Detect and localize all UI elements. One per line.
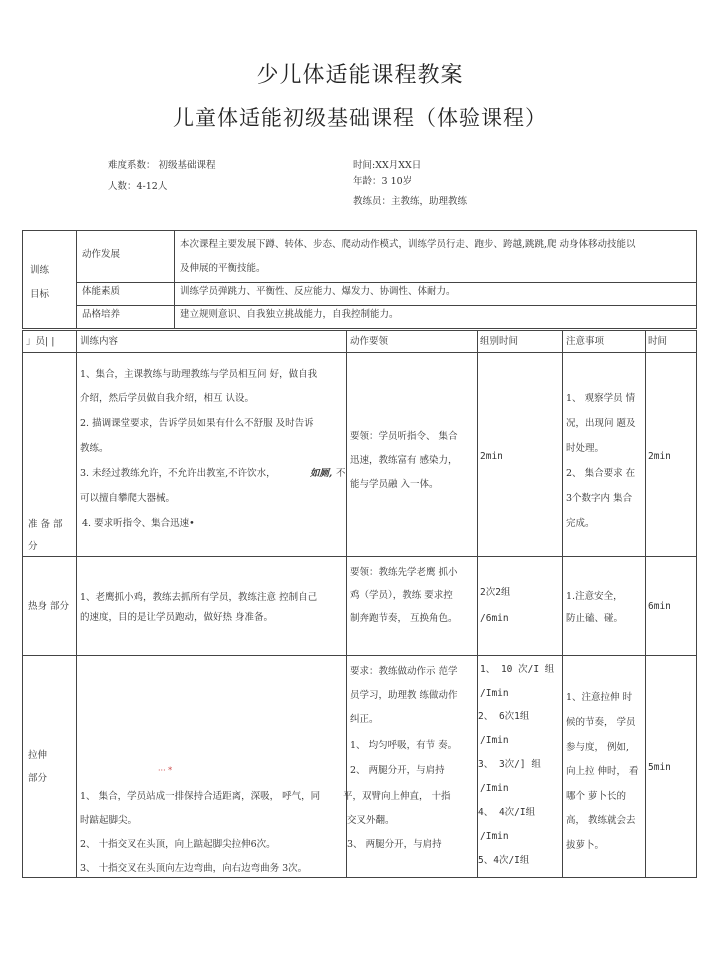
prep-content-line: 介绍，然后学员做自我介绍，相互 认设。 bbox=[80, 393, 255, 404]
prep-notes-line: 3个数字内 集合 bbox=[566, 493, 633, 504]
warm-content-line: 的速度，目的是让学员跑动，做好热 身准备。 bbox=[80, 612, 274, 623]
warm-time: 6min bbox=[648, 601, 671, 612]
prep-content-line: 不 bbox=[336, 468, 346, 479]
stretch-label-1: 拉伸 bbox=[28, 750, 48, 761]
stretch-notes-line: 拔萝卜。 bbox=[566, 840, 605, 851]
prep-notes-line: 时处理。 bbox=[566, 443, 605, 454]
warm-label: 热身 部分 bbox=[28, 601, 70, 612]
prep-content-line: 教练。 bbox=[80, 443, 109, 454]
header-section: 」员| | bbox=[26, 336, 55, 347]
prep-label-2: 分 bbox=[28, 541, 38, 552]
goals-label-1: 训练 bbox=[30, 265, 50, 276]
stretch-group-line: /Imin bbox=[480, 735, 509, 746]
prep-method-line: 要领：学员听指令、 集合 bbox=[350, 431, 458, 442]
stretch-method-line: 平，双臂向上伸直， 十指 bbox=[343, 791, 451, 802]
stretch-method-line: 交叉外翻。 bbox=[347, 815, 395, 826]
age-text: 年龄：3 10岁 bbox=[353, 176, 413, 187]
stretch-notes-line: 高， 教练就会去 bbox=[566, 815, 636, 826]
prep-time: 2min bbox=[648, 451, 671, 462]
stretch-group-line: 2、 6次1组 bbox=[478, 711, 530, 722]
stretch-group-line: /Imin bbox=[480, 783, 509, 794]
stretch-notes-line: 向上拉 伸时， 看 bbox=[566, 766, 639, 777]
stretch-notes-line: 参与度， 例如, bbox=[566, 742, 630, 753]
stretch-group-line: 3、 3次/] 组 bbox=[478, 759, 541, 770]
difficulty-text: 难度系数： 初级基础课程 bbox=[108, 160, 216, 171]
stretch-notes-line: 1、注意拉伸 时 bbox=[566, 692, 633, 703]
warm-method-line: 要领：教练先学老鹰 抓小 bbox=[350, 567, 458, 578]
header-time: 时间 bbox=[648, 336, 668, 347]
goal-text-fitness: 训练学员弹跳力、平衡性、反应能力、爆发力、协调性、体耐力。 bbox=[180, 286, 456, 297]
prep-label-1: 准 备 部 bbox=[28, 519, 63, 530]
stretch-group-line: 1、 10 次/I 组 bbox=[480, 664, 555, 675]
stretch-content-line: 2、 十指交叉在头顶，向上踮起脚尖拉伸6次。 bbox=[80, 839, 276, 850]
stretch-method-line: 要求：教练做动作示 范学 bbox=[350, 666, 458, 677]
warm-content-line: 1、老鹰抓小鸡，教练去抓所有学员，教练注意 控制自己 bbox=[80, 592, 318, 603]
student-count-text: 人数：4-12人 bbox=[108, 181, 168, 192]
stretch-time: 5min bbox=[648, 762, 671, 773]
date-text: 时间:XX月XX日 bbox=[353, 160, 422, 171]
stretch-dots: ··· * bbox=[158, 766, 173, 775]
stretch-method-line: 员学习，助理教 练做动作 bbox=[350, 690, 458, 701]
warm-notes-line: 1.注意安全， bbox=[566, 591, 623, 602]
stretch-group-line: 5、4次/I组 bbox=[478, 855, 530, 866]
prep-method-line: 能与学员融 入一体。 bbox=[350, 479, 439, 490]
prep-method-line: 迅速，教练富有 感染力， bbox=[350, 455, 458, 466]
stretch-method-line: 1、 均匀呼吸，有节 奏。 bbox=[350, 740, 458, 751]
warm-group-line: /6min bbox=[480, 613, 509, 624]
coach-text: 教练员：主教练，助理教练 bbox=[353, 196, 468, 207]
page-subtitle: 儿童体适能初级基础课程（体验课程） bbox=[173, 106, 547, 130]
stretch-method-line: 3、 两腿分开，与肩持 bbox=[347, 839, 442, 850]
stretch-group-line: 4、 4次/I组 bbox=[478, 807, 536, 818]
header-content: 训练内容 bbox=[80, 336, 119, 347]
prep-content-line: 1、集合，主课教练与助理教练与学员相互问 好，做自我 bbox=[80, 369, 318, 380]
prep-notes-line: 2、 集合要求 在 bbox=[566, 468, 636, 479]
warm-method-line: 制奔跑节奏， 互换角色。 bbox=[350, 613, 458, 624]
prep-notes-line: 1、 观察学员 情 bbox=[566, 393, 636, 404]
goal-text-motor: 本次课程主要发展下蹲、转体、步态、爬动动作模式，训练学员行走、跑步、跨越,跳跳,爬 动身体移动技能以 bbox=[180, 239, 636, 250]
stretch-notes-line: 哪个 萝卜长的 bbox=[566, 791, 627, 802]
header-method: 动作要领 bbox=[350, 336, 389, 347]
stretch-content-line: 3、 十指交叉在头顶向左边弯曲，向右边弯曲务 3次。 bbox=[80, 863, 308, 874]
goal-text-motor-2: 及伸展的平衡技能。 bbox=[180, 263, 266, 274]
goal-text-character: 建立规则意识、自我独立挑战能力，自我控制能力。 bbox=[180, 309, 399, 320]
stretch-group-line: /Imin bbox=[480, 688, 509, 699]
goal-name-motor: 动作发展 bbox=[82, 249, 121, 260]
prep-notes-line: 况，出现问 题及 bbox=[566, 418, 636, 429]
stretch-group-line: /Imin bbox=[480, 831, 509, 842]
stretch-label-2: 部分 bbox=[28, 773, 48, 784]
header-notes: 注意事项 bbox=[566, 336, 605, 347]
stretch-content-line: 时踮起脚尖。 bbox=[80, 815, 138, 826]
prep-content-line: 4. 要求听指令、集合迅速• bbox=[82, 518, 195, 529]
prep-content-emph: 如厕, bbox=[310, 468, 333, 479]
prep-content-line: 可以擅自攀爬大器械。 bbox=[80, 493, 176, 504]
goals-label-2: 目标 bbox=[30, 289, 50, 300]
stretch-method-line: 纠正。 bbox=[350, 714, 379, 725]
warm-group-line: 2次2组 bbox=[480, 587, 511, 598]
prep-content-line: 2. 描调课堂要求，告诉学员如果有什么不舒服 及时告诉 bbox=[80, 418, 314, 429]
prep-content-line: 3. 未经过教练允许，不允许出教室,不许饮水， bbox=[80, 468, 276, 479]
prep-notes-line: 完成。 bbox=[566, 518, 595, 529]
stretch-notes-line: 候的节奏， 学员 bbox=[566, 717, 636, 728]
stretch-content-line: 1、 集合，学员站成一排保持合适距离，深吸， 呼气，同 bbox=[80, 791, 321, 802]
stretch-method-line: 2、 两腿分开，与肩持 bbox=[350, 765, 445, 776]
page-title: 少儿体适能课程教案 bbox=[256, 63, 464, 88]
warm-method-line: 鸡（学员），教练 要求控 bbox=[350, 590, 453, 601]
warm-notes-line: 防止磕、碰。 bbox=[566, 613, 624, 624]
goal-name-fitness: 体能素质 bbox=[82, 286, 121, 297]
goal-name-character: 品格培养 bbox=[82, 309, 121, 320]
header-group-time: 组别时间 bbox=[480, 336, 519, 347]
prep-group-time: 2min bbox=[480, 451, 503, 462]
